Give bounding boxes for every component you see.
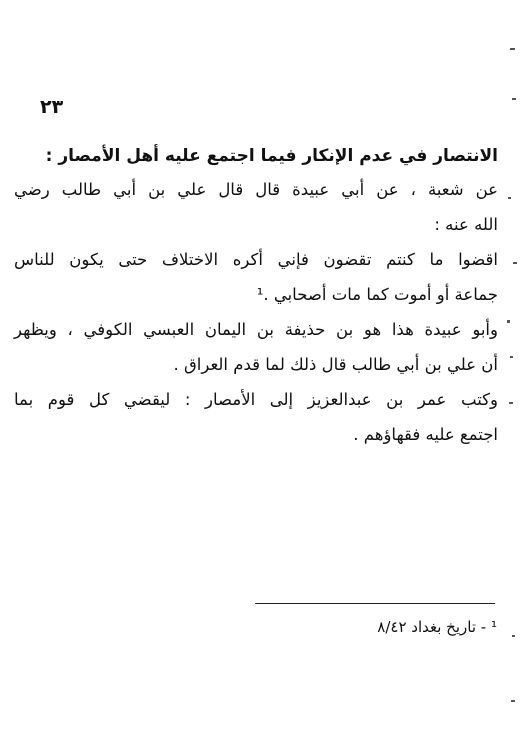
text-line-6: أن علي بن أبي طالب قال ذلك لما قدم العراق . [173, 355, 498, 374]
text-line-8: اجتمع عليه فقهاؤهم . [353, 425, 498, 444]
scan-speck [510, 48, 515, 50]
footnote-divider [255, 603, 495, 604]
text-line-3: اقضوا ما كنتم تقضون فإني أكره الاختلاف حتى يكون للناس [14, 250, 498, 269]
scan-speck [512, 635, 515, 637]
body-text [14, 140, 498, 452]
section-heading: الانتصار في عدم الإنكار فيما اجتمع عليه أهل الأمصار : [45, 146, 498, 166]
text-line-1: عن شعبة ، عن أبي عبيدة قال قال علي بن أبي طالب رضي [14, 180, 498, 199]
scan-speck [513, 262, 517, 264]
text-line-2: الله عنه : [434, 215, 498, 234]
scan-speck [510, 356, 513, 358]
scan-speck [509, 402, 513, 404]
text-line-7: وكتب عمر بن عبدالعزيز إلى الأمصار : ليقضي كل قوم بما [14, 390, 498, 409]
scan-speck [512, 98, 516, 100]
text-line-5: وأبو عبيدة هذا هو بن حذيفة بن اليمان العبسي الكوفي ، ويظهر [14, 320, 498, 339]
scan-speck [508, 197, 511, 199]
scan-speck [511, 700, 515, 702]
page-number: ٢٣ [40, 96, 64, 118]
text-line-4: جماعة أو أموت كما مات أصحابي .¹ [256, 285, 498, 304]
scan-speck [507, 320, 510, 323]
footnote: ¹ - تاريخ بغداد ٨/٤٢ [377, 618, 497, 636]
